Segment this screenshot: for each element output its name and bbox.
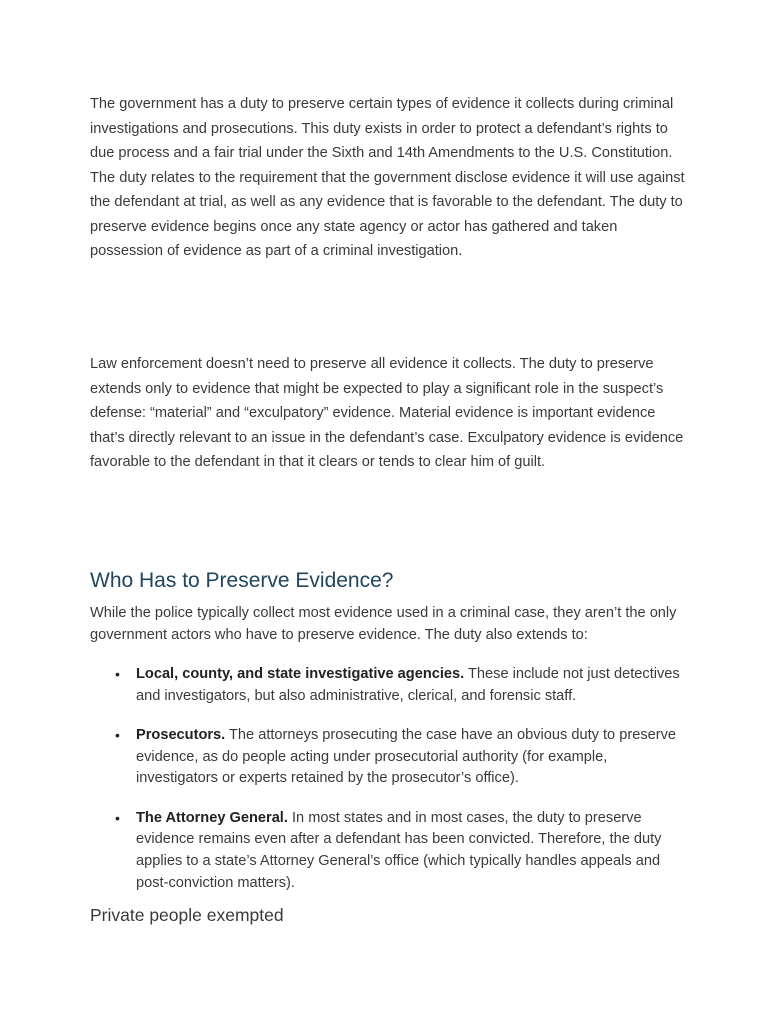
actors-list bbox=[90, 664, 690, 912]
intro-paragraph: The government has a duty to preserve certain types of evidence it collects during criminal investigations and prosecutions. This duty exists in order to protect a defendant’s rights to due process and a fair trial under the Sixth and 14th Amendments to the U.S. Constitution. The duty relates to the requirement that the government disclose evidence it will use against the defendant at trial, as well as any evidence that is favorable to the defendant. The duty to preserve evidence begins once any state agency or actor has gathered and taken possession of evidence as part of a criminal investigation. bbox=[90, 96, 685, 259]
list-item bbox=[90, 664, 690, 707]
preservation-scope-paragraph: Law enforcement doesn’t need to preserve all evidence it collects. The duty to preserve extends only to evidence that might be expected to play a significant role in the suspect’s defense: “material” and “exculpatory” evidence. Material evidence is important evidence that’s directly relevant to an issue in the defendant’s case. Exculpatory evidence is evidence favorable to the defendant in that it clears or tends to clear him of guilt. bbox=[90, 356, 684, 470]
list-item-text: These include not just detectives and investigators, but also administrative, clerical, and forensic staff. bbox=[136, 666, 680, 704]
bullet-icon: • bbox=[115, 809, 120, 826]
bullet-icon: • bbox=[115, 666, 120, 682]
list-item-lead: Local, county, and state investigative agencies. bbox=[136, 666, 465, 682]
list-item bbox=[90, 808, 690, 895]
list-item-lead: The Attorney General. bbox=[136, 809, 288, 826]
list-item-text: The attorneys prosecuting the case have an obvious duty to preserve evidence, as do people acting under prosecutorial authority (for example, investigators or experts retained by the prosecutor’s office). bbox=[136, 726, 677, 787]
subsection-heading: Private people exempted bbox=[90, 905, 284, 925]
list-item bbox=[90, 725, 690, 790]
list-item-text: In most states and in most cases, the duty to preserve evidence remains even after a defendant has been convicted. Therefore, the duty applies to a state’s Attorney General’s office (which typically handles appeals and post-conviction matters). bbox=[136, 809, 662, 891]
section-intro-paragraph: While the police typically collect most evidence used in a criminal case, they aren’t the only government actors who have to preserve evidence. The duty also extends to: bbox=[90, 605, 677, 643]
bullet-icon: • bbox=[115, 726, 120, 743]
list-item-lead: Prosecutors. bbox=[136, 726, 226, 743]
section-heading: Who Has to Preserve Evidence? bbox=[90, 569, 394, 592]
